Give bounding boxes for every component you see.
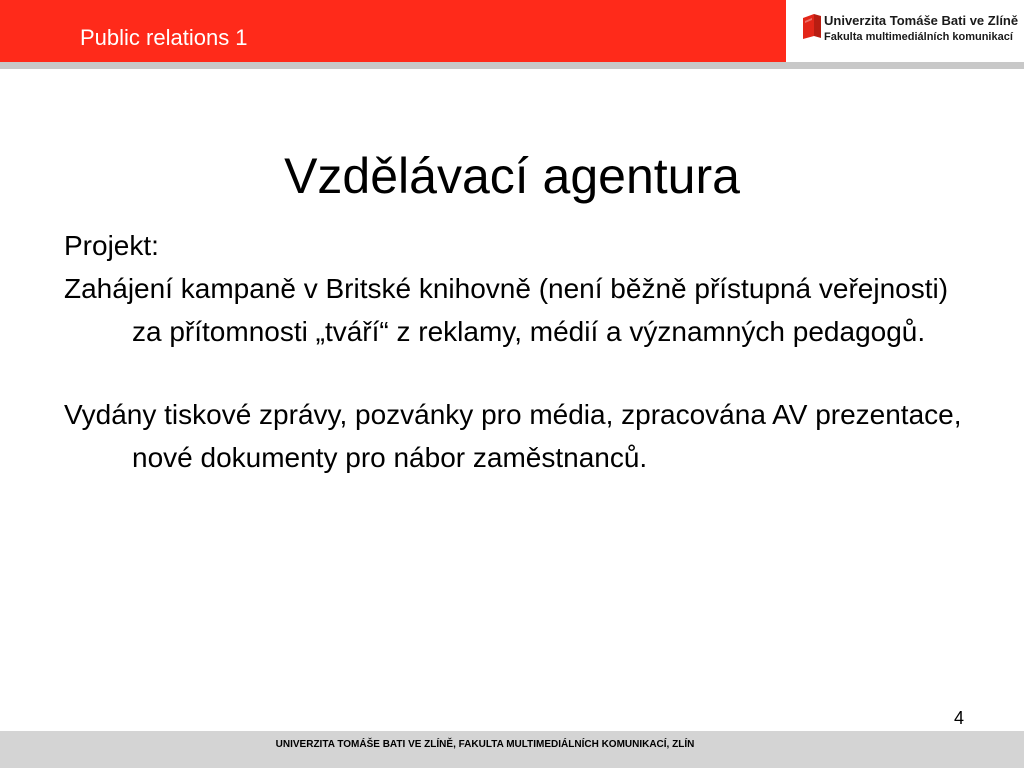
logo-university-name: Univerzita Tomáše Bati ve Zlíně bbox=[824, 13, 1019, 28]
university-logo bbox=[786, 0, 1024, 62]
body-paragraph-campaign: Zahájení kampaně v Britské knihovně (není běžně přístupná veřejnosti) za přítomnosti „tváří“ z reklamy, médií a významných pedagogů. bbox=[64, 273, 949, 347]
footer-text: UNIVERZITA TOMÁŠE BATI VE ZLÍNĚ, FAKULTA MULTIMEDIÁLNÍCH KOMUNIKACÍ, ZLÍN bbox=[275, 739, 695, 750]
slide-body bbox=[64, 224, 964, 479]
logo-faculty-name: Fakulta multimediálních komunikací bbox=[824, 31, 1013, 43]
paragraph-spacer bbox=[64, 353, 964, 393]
header-title: Public relations 1 bbox=[80, 25, 248, 50]
body-paragraph-press: Vydány tiskové zprávy, pozvánky pro média, zpracována AV prezentace, nové dokumenty pro nábor zaměstnanců. bbox=[64, 399, 962, 473]
slide-title: Vzdělávací agentura bbox=[284, 148, 740, 204]
header-divider bbox=[0, 62, 1024, 69]
book-logo-icon bbox=[801, 12, 823, 40]
body-paragraph-project: Projekt: bbox=[64, 230, 159, 261]
footer-bar bbox=[0, 731, 1024, 768]
page-number: 4 bbox=[953, 708, 964, 728]
header-bar bbox=[0, 0, 786, 62]
